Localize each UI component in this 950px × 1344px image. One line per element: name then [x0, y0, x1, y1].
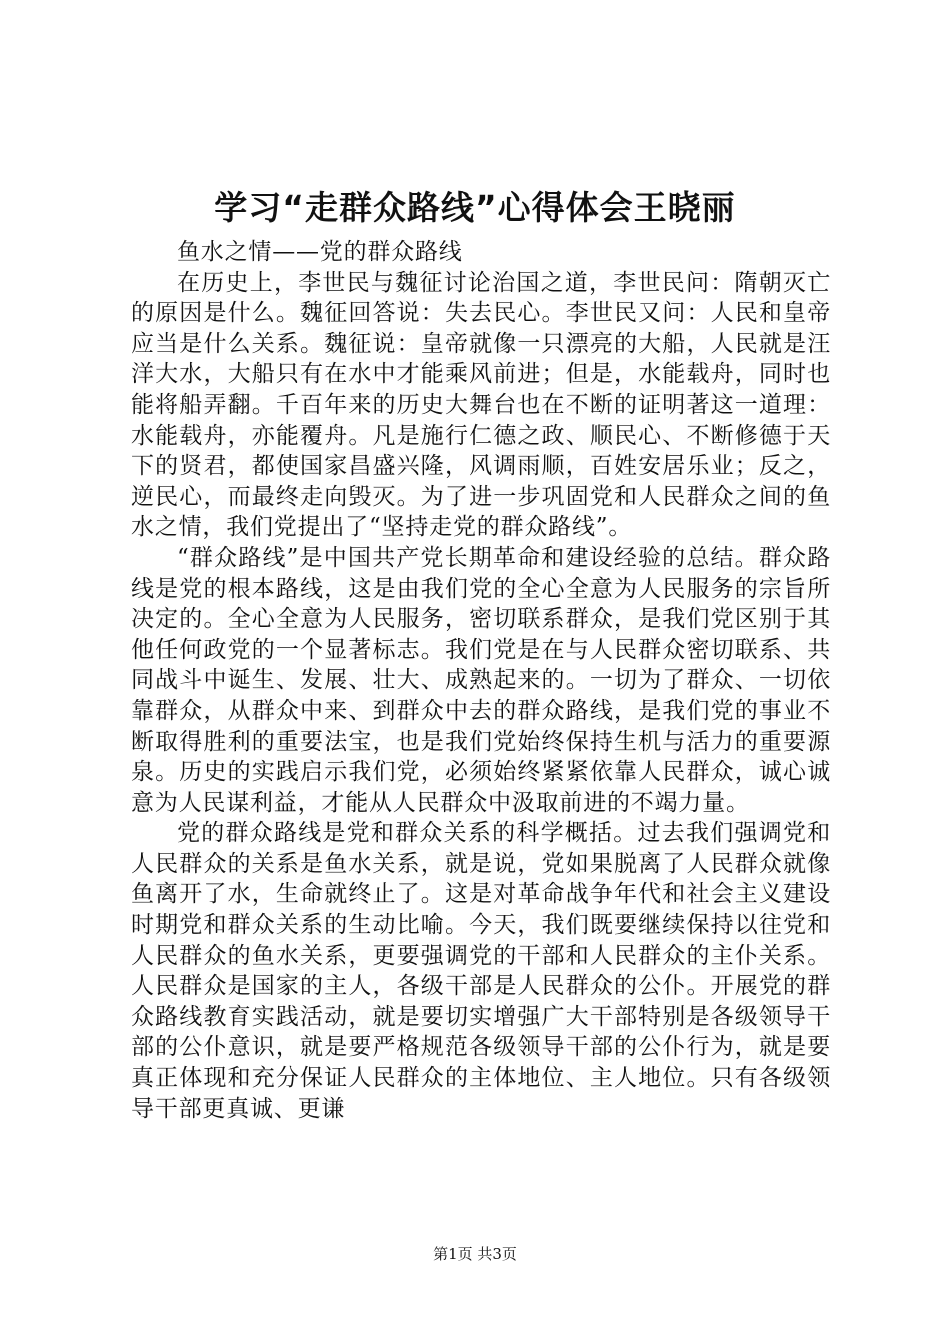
document-title: 学习“走群众路线”心得体会王晓丽: [214, 188, 736, 227]
page-number-footer: 第1页 共3页: [433, 1245, 517, 1263]
body-paragraph: 党的群众路线是党和群众关系的科学概括。过去我们强调党和人民群众的关系是鱼水关系，就是说，党如果脱离了人民群众就像鱼离开了水，生命就终止了。这是对革命战争年代和社会主义建设时期党和群众关系的生动比喻。今天，我们既要继续保持以往党和人民群众的鱼水关系，更要强调党的干部和人民群众的主仆关系。人民群众是国家的主人，各级干部是人民群众的公仆。开展党的群众路线教育实践活动，就是要切实增强广大干部特别是各级领导干部的公仆意识，就是要严格规范各级领导干部的公仆行为，就是要真正体现和充分保证人民群众的主体地位、主人地位。只有各级领导干部更真诚、更谦: [131, 820, 831, 1122]
body-paragraph: 在历史上，李世民与魏征讨论治国之道，李世民问：隋朝灭亡的原因是什么。魏征回答说：失去民心。李世民又问：人民和皇帝应当是什么关系。魏征说：皇帝就像一只漂亮的大船，人民就是汪洋大水，大船只有在水中才能乘风前进；但是，水能载舟，同时也能将船弄翻。千百年来的历史大舞台也在不断的证明著这一道理：水能载舟，亦能覆舟。凡是施行仁德之政、顺民心、不断修德于天下的贤君，都使国家昌盛兴隆，风调雨顺，百姓安居乐业；反之，逆民心，而最终走向毁灭。为了进一步巩固党和人民群众之间的鱼水之情，我们党提出了“坚持走党的群众路线”。: [131, 269, 831, 541]
body-paragraph: “群众路线”是中国共产党长期革命和建设经验的总结。群众路线是党的根本路线，这是由我们党的全心全意为人民服务的宗旨所决定的。全心全意为人民服务，密切联系群众，是我们党区别于其他任何政党的一个显著标志。我们党是在与人民群众密切联系、共同战斗中诞生、发展、壮大、成熟起来的。一切为了群众、一切依靠群众，从群众中来、到群众中去的群众路线，是我们党的事业不断取得胜利的重要法宝，也是我们党始终保持生机与活力的重要源泉。历史的实践启示我们党，必须始终紧紧依靠人民群众，诚心诚意为人民谋利益，才能从人民群众中汲取前进的不竭力量。: [131, 544, 831, 816]
document-body: [131, 237, 831, 1124]
subtitle-paragraph: 鱼水之情——党的群众路线: [177, 239, 463, 265]
